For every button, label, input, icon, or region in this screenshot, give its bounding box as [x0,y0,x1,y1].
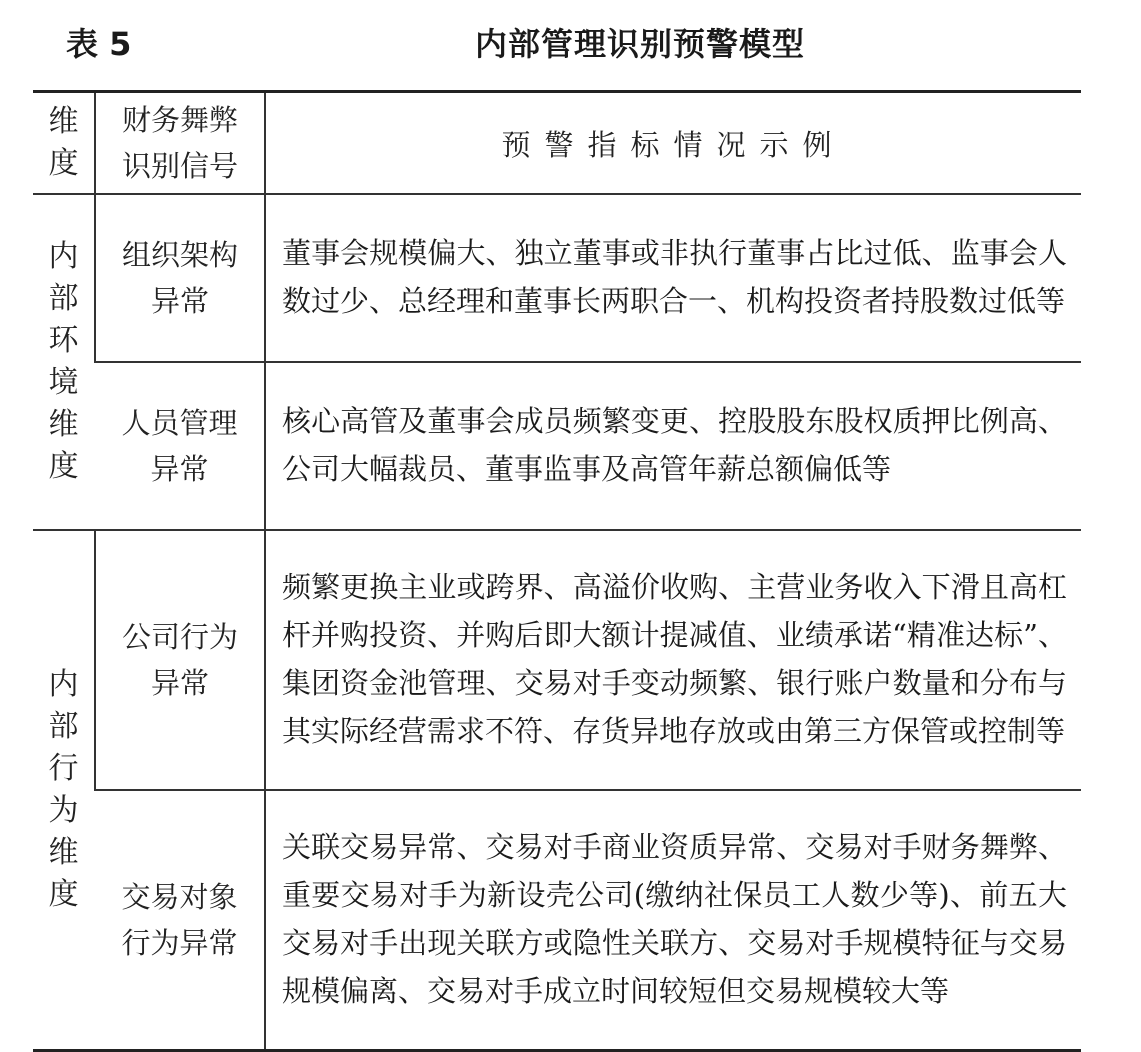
signal-counterparty-behavior [95,790,265,1051]
table-caption [0,0,1141,90]
signal-personnel [95,362,265,530]
table-number: 表 5 [66,25,132,63]
indicator-description: 频繁更换主业或跨界、高溢价收购、主营业务收入下滑且高杠杆并购投资、并购后即大额计提减值、业绩承诺“精准达标”、集团资金池管理、交易对手变动频繁、银行账户数量和分布与其实际经营需求不符、存货异地存放或由第三方保管或控制等 [265,530,1081,790]
header-signal [95,92,265,195]
header-indicator: 预警指标情况示例 [265,92,1081,195]
table-row [33,362,1081,530]
dimension-text: 内部行为维度 [48,667,79,912]
signal-text: 交易对象行为异常 [121,880,238,960]
indicator-description: 董事会规模偏大、独立董事或非执行董事占比过低、监事会人数过少、总经理和董事长两职合一、机构投资者持股数过低等 [265,194,1081,362]
dimension-internal-behavior [33,530,95,1051]
table-row [33,790,1081,1051]
signal-text: 人员管理异常 [121,406,238,486]
header-dimension [33,92,95,195]
dimension-text: 内部环境维度 [48,239,79,484]
signal-org-structure [95,194,265,362]
indicator-description: 关联交易异常、交易对手商业资质异常、交易对手财务舞弊、重要交易对手为新设壳公司(缴纳社保员工人数少等)、前五大交易对手出现关联方或隐性关联方、交易对手规模特征与交易规模偏离、交易对手成立时间较短但交易规模较大等 [265,790,1081,1051]
signal-text: 公司行为异常 [121,620,238,700]
indicator-description: 核心高管及董事会成员频繁变更、控股股东股权质押比例高、公司大幅裁员、董事监事及高管年薪总额偏低等 [265,362,1081,530]
header-signal-text: 财务舞弊识别信号 [121,103,238,183]
signal-company-behavior [95,530,265,790]
header-row [33,92,1081,195]
table-row [33,194,1081,362]
table-row [33,530,1081,790]
warning-model-table [33,90,1081,1052]
dimension-internal-environment [33,194,95,530]
header-dimension-text: 维度 [48,104,79,181]
table-title: 内部管理识别预警模型 [474,25,805,63]
signal-text: 组织架构异常 [121,238,238,318]
